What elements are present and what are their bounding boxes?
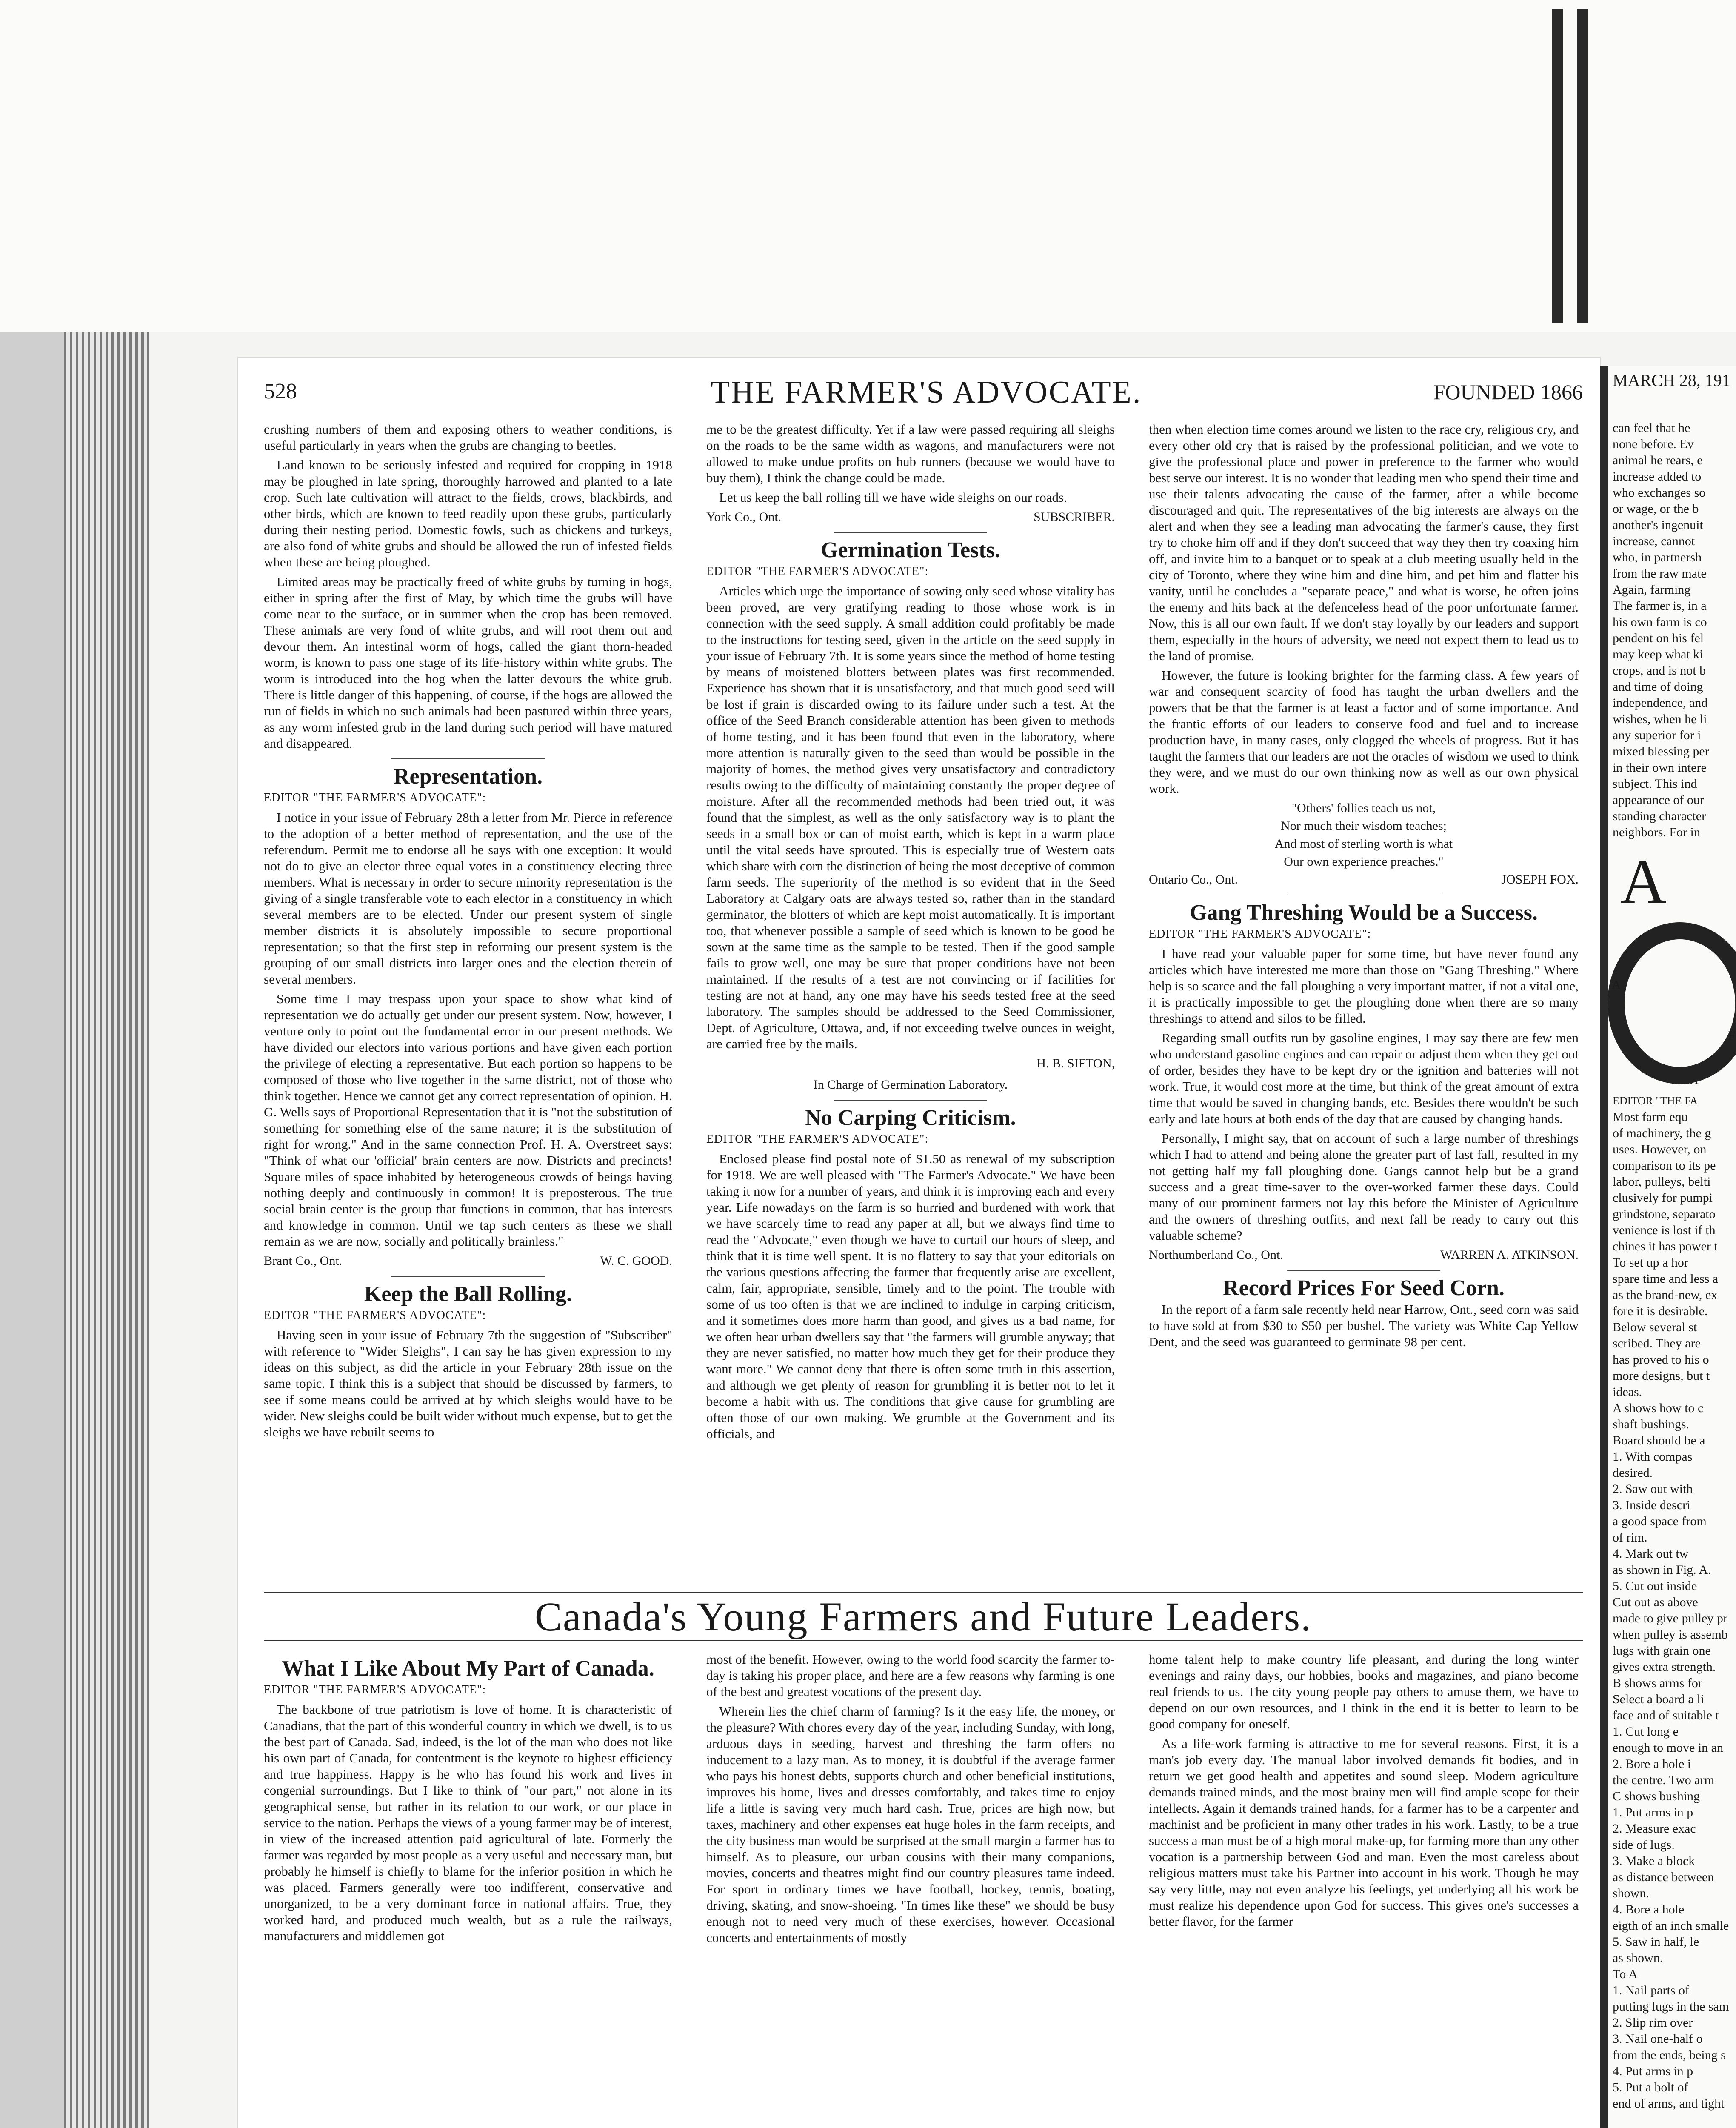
facing-text-line: spare time and less a — [1613, 1272, 1719, 1286]
facing-text-line: 4. Mark out tw — [1613, 1547, 1689, 1561]
masthead: THE FARMER'S ADVOCATE. — [711, 375, 1142, 410]
paragraph: Some time I may trespass upon your space to show what kind of representation we do actually get under our present system. Now, however, I venture only to point out the fundamental error in our present methods. We have divided our electors into various portions and have given each portion the privilege of electing a representative. But each portion so happens to be composed of those who live together in the same district, not of those who think together. Hence we cannot get any correct representation of opinion. H. G. Wells says of Proportional Representation that it is "not the substitution of something for something else of the same nature; it is the substitution of right for wrong." And in the same connection Prof. H. A. Overstreet says: "Think of what our 'official' brain centers are now. Districts and precincts! Square miles of space inhabited by heterogeneous crowds of beings having nothing deeply and continuously in common! It is preposterous. The true social brain center is the group that functions in common, that has interests and knowledge in common. Until we tap such centers as these we shall remain as we are now, socially and politically brainless." — [264, 991, 672, 1249]
ad-letter: A — [1620, 846, 1667, 917]
facing-text-line: who, in partnersh — [1613, 550, 1702, 564]
film-margin-top — [0, 0, 1736, 332]
facing-text-line: of rim. — [1613, 1530, 1647, 1545]
facing-text-line: Select a board a li — [1613, 1692, 1704, 1706]
facing-text-line: labor, pulleys, belti — [1613, 1175, 1711, 1189]
paragraph: Personally, I might say, that on account of such a large number of threshings which I had to attend and being alone the greater part of last fall, resulted in my not getting half my fall ploughing done. Gangs cannot help but be a grand success and a great time-saver to the over-worked farmer these days. Could many of our prominent farmers not lay this before the Minister of Agriculture and the owners of threshing outfits, and next fall be ready to carry out this valuable scheme? — [1149, 1131, 1579, 1243]
facing-text-line: pendent on his fel — [1613, 631, 1704, 645]
facing-text-line: venience is lost if th — [1613, 1223, 1716, 1237]
divider — [1287, 1270, 1440, 1271]
poem-line: Our own experience preaches." — [1284, 855, 1444, 869]
facing-text-line: Again, farming — [1613, 583, 1691, 597]
founded-line: FOUNDED 1866 — [1433, 380, 1583, 404]
facing-text-line: made to give pulley pr — [1613, 1611, 1727, 1625]
facing-text-line: 5. Put a bolt of — [1613, 2080, 1688, 2094]
facing-text-line: side of lugs. — [1613, 1838, 1675, 1852]
article-title-germination-tests: Germination Tests. — [821, 538, 1000, 562]
facing-text-line: or wage, or the b — [1613, 502, 1699, 516]
signature-place: Northumberland Co., Ont. — [1149, 1248, 1283, 1262]
facing-text-line: gives extra strength. — [1613, 1660, 1716, 1674]
facing-text-line: wishes, when he li — [1613, 712, 1707, 726]
facing-text-line: B shows arms for — [1613, 1676, 1702, 1690]
editor-line: EDITOR "THE FARMER'S ADVOCATE": — [706, 565, 929, 578]
facing-text-line: standing character — [1613, 809, 1706, 823]
book-edge-left — [0, 332, 64, 2128]
facing-text-line: 1. Cut long e — [1613, 1725, 1679, 1739]
paragraph: crushing numbers of them and exposing others to weather conditions, is useful particularly in years when the grubs are changing to beetles. — [264, 422, 672, 453]
facing-text-line: grindstone, separato — [1613, 1207, 1716, 1221]
facing-page-text — [1608, 420, 1736, 841]
facing-text-line: has proved to his o — [1613, 1353, 1709, 1367]
facing-text-line: 1. Put arms in p — [1613, 1805, 1693, 1819]
facing-article-title: Hor — [1671, 1067, 1701, 1088]
facing-text-line: 1. With compas — [1613, 1450, 1693, 1464]
paragraph: Let us keep the ball rolling till we have wide sleighs on our roads. — [719, 490, 1067, 505]
facing-text-line: shaft bushings. — [1613, 1417, 1689, 1431]
poem-line: Nor much their wisdom teaches; — [1281, 819, 1447, 833]
facing-text-line: lugs with grain one — [1613, 1644, 1711, 1658]
facing-text-line: desired. — [1613, 1466, 1653, 1480]
facing-text-line: eigth of an inch smalle — [1613, 1919, 1729, 1933]
facing-text-line: increase added to — [1613, 469, 1702, 483]
facing-text-line: fore it is desirable. — [1613, 1304, 1708, 1318]
facing-text-line: as shown. — [1613, 1951, 1663, 1965]
paragraph: then when election time comes around we listen to the race cry, religious cry, and every other old cry that is raised by the professional politician, and we vote to give the professional place and power in preference to the farmer who would best serve our interest. It is no wonder that leading men who spend their time and use their talents advocating the cause of the farmer, after a while become discouraged and quit. The representatives of the big interests are always on the alert and when they see a leading man advocating the farmer's cause, they first try to choke him off and if they don't succeed that way they then try coaxing him off, and invite him to a banquet or to speak at a club meeting usually held in the city of Toronto, where they wine him and dine him, and pet him and flatter his vanity, until he concludes a "separate peace," and what is worse, he often joins the enemy and hits back at the defenceless head of the poor unfortunate farmer. Now, this is all our own fault. If we don't stay loyally by our leaders and support them, especially in the hours of adversity, we need not expect them to lead us to the land of promise. — [1149, 422, 1579, 663]
signature-name: WARREN A. ATKINSON. — [1440, 1248, 1579, 1262]
facing-text-line: any superior for i — [1613, 728, 1701, 742]
column-2 — [706, 421, 1115, 1587]
facing-editor-line: EDITOR "THE FA — [1613, 1095, 1698, 1107]
facing-text-line: 2. Saw out with — [1613, 1482, 1693, 1496]
facing-text-line: from the raw mate — [1613, 566, 1707, 581]
signature-place: York Co., Ont. — [706, 510, 782, 524]
signature-role: In Charge of Germination Laboratory. — [813, 1078, 1008, 1092]
paragraph: Limited areas may be practically freed of white grubs by turning in hogs, either in spring after the first of May, by which time the grubs will have come near to the surface, or in summer when the crop has been removed. These animals are very fond of white grubs, and will root them out and devour them. An intestinal worm of hogs, called the giant thorn-headed worm, is known to pass one stage of its life-history within white grubs. The worm is introduced into the hog when the latter devours the white grub. There is little danger of this happening, of course, if the hogs are allowed the run of fields in which no such animals had been pastured within three years, as any worm infested grub in the land during such period will have matured and disappeared. — [264, 574, 672, 751]
signature — [1149, 1247, 1579, 1263]
facing-text-line: Most farm equ — [1613, 1110, 1688, 1124]
article-title-no-carping-criticism: No Carping Criticism. — [805, 1106, 1016, 1130]
page-number: 528 — [264, 379, 297, 403]
facing-text-line: in their own intere — [1613, 761, 1707, 775]
facing-text-line: his own farm is co — [1613, 615, 1707, 629]
facing-text-line: animal he rears, e — [1613, 453, 1703, 467]
facing-text-line: 1. Nail parts of — [1613, 1983, 1689, 1997]
paragraph: In the report of a farm sale recently held near Harrow, Ont., seed corn was said to have sold at from $30 to $50 per bushel. The variety was White Cap Yellow Dent, and the seed was guaranteed to germinate 98 per cent. — [1149, 1302, 1579, 1349]
facing-text-line: can feel that he — [1613, 421, 1690, 435]
poem-line: And most of sterling worth is what — [1274, 837, 1453, 851]
divider — [391, 1276, 545, 1277]
facing-text-line: C shows bushing — [1613, 1789, 1700, 1803]
facing-text-line: a good space from — [1613, 1514, 1707, 1528]
facing-text-line: shown. — [1613, 1886, 1649, 1900]
facing-text-line: face and of suitable t — [1613, 1708, 1719, 1722]
paragraph: home talent help to make country life pleasant, and during the long winter evenings and rainy days, our hobbies, books and magazines, and piano become real friends to us. The city young people pay others to amuse them, we have to depend on our own resources, and I think in the end it is better to learn to be good company for oneself. — [1149, 1652, 1579, 1731]
facing-text-line: of machinery, the g — [1613, 1126, 1711, 1140]
signature-name: SUBSCRIBER. — [1034, 510, 1115, 524]
facing-text-line: 2. Slip rim over — [1613, 2016, 1693, 2030]
facing-text-line: 5. Cut out inside — [1613, 1579, 1697, 1593]
lower-column-2 — [706, 1651, 1115, 2128]
paragraph: Wherein lies the chief charm of farming? Is it the easy life, the money, or the pleasure? With chores every day of the year, including Sunday, with long, arduous days in seeding, harvest and threshing the farm offers no inducement to a lazy man. As to money, it is doubtful if the average farmer who pays his honest debts, supports church and other beneficial institutions, improves his home, lives and dresses comfortably, and takes time to enjoy life a little is saving very much hard cash. True, prices are high now, but taxes, machinery and other expenses eat huge holes in the farm receipts, and the city business man would be surprised at the small margin a farmer has to himself. As to pleasure, our urban cousins with their many companions, movies, concerts and theatres might find our country pleasures tame indeed. For sport in ordinary times we have football, hockey, tennis, boating, driving, skating, and snow-shoeing. "In times like these" we should be busy enough not to need very much of these exercises, however. Occasional concerts and entertainments of mostly — [706, 1704, 1115, 1945]
facing-text-line: Cut out as above — [1613, 1595, 1698, 1609]
poem-line: "Others' follies teach us not, — [1291, 801, 1436, 815]
facing-text-line: end of arms, and tight — [1613, 2097, 1725, 2111]
facing-text-line: comparison to its pe — [1613, 1158, 1716, 1173]
facing-text-line: chines it has power t — [1613, 1239, 1718, 1253]
article-title-record-prices-seed-corn: Record Prices For Seed Corn. — [1223, 1276, 1505, 1300]
facing-text-line: scribed. They are — [1613, 1336, 1701, 1350]
facing-text-line: increase, cannot — [1613, 534, 1695, 548]
facing-text-line: 2. Measure exac — [1613, 1822, 1696, 1836]
facing-text-line: none before. Ev — [1613, 437, 1694, 451]
paragraph: However, the future is looking brighter for the farming class. A few years of war and consequent scarcity of food has taught the urban dwellers and the powers that be that the farmer is at least a factor and of some importance. And the frantic efforts of our leaders to conserve food and fuel and to increase production have, in many cases, only clogged the wheels of progress. But it has taught the farmers that our leaders are not the oracles of wisdom we used to think they were, and we must do our own thinking now as well as our own physical work. — [1149, 668, 1579, 796]
facing-text-line: from the ends, being s — [1613, 2048, 1726, 2062]
section-banner: Canada's Young Farmers and Future Leaders. — [264, 1592, 1583, 1641]
paragraph: Enclosed please find postal note of $1.50 as renewal of my subscription for 1918. We are well pleased with "The Farmer's Advocate." We have been taking it now for a number of years, and think it is improving each and every year. Life nowadays on the farm is so hurried and burdened with work that we have scarcely time to read any paper at all, but we always find time to read the "Advocate," even though we have to curtail our hours of sleep, and think that it is time well spent. It is no flattery to say that your editorials on the various questions affecting the farmer that frequently arise are excellent, calm, fair, appropriate, sensible, timely and to the point. The trouble with some of us too often is that we are inclined to indulge in carping criticism, and it sometimes does more harm than good, and gives us a bad name, for we often hear urban dwellers say that "the farmers will grumble anyway; that they are never satisfied, no matter how much they get for their produce they want more." We cannot deny that there is often some truth in this assertion, and although we get plenty of reason for grumbling it is better not to let it become a habit with us. The conditions that give cause for grumbling are often those of our own making. We grumble at the Government and its officials, and — [706, 1151, 1115, 1441]
facing-text-line: independence, and — [1613, 696, 1708, 710]
paragraph: I notice in your issue of February 28th a letter from Mr. Pierce in reference to the adoption of a better method of representation, and the use of the referendum. Permit me to endorse all he says with one exception: It would not do to give an elector three equal votes in a constituency electing three members. What is necessary in order to secure minority representation is the giving of a single transferable vote to each elector in a constituency in which several members are to be elected. Under our present system of single member districts it is absolutely impossible to secure proportional representation; so that the first step in reforming our present system is the grouping of our small districts into larger ones and the election therein of several members. — [264, 810, 672, 987]
signature-name: JOSEPH FOX. — [1501, 872, 1579, 887]
article-title-gang-threshing: Gang Threshing Would be a Success. — [1190, 901, 1538, 925]
article-title-keep-ball-rolling: Keep the Ball Rolling. — [364, 1282, 572, 1306]
lower-column-3 — [1149, 1651, 1579, 2128]
facing-text-line: as shown in Fig. A. — [1613, 1563, 1711, 1577]
article-title-representation: Representation. — [393, 764, 542, 789]
signature-name: W. C. GOOD. — [600, 1254, 672, 1268]
facing-text-line: may keep what ki — [1613, 647, 1703, 661]
paragraph: most of the benefit. However, owing to the world food scarcity the farmer to-day is taking his proper place, and here are a few reasons why farming is one of the best and greatest vocations of the present day. — [706, 1652, 1115, 1699]
film-bar-2 — [1577, 9, 1588, 323]
editor-line: EDITOR "THE FARMER'S ADVOCATE": — [264, 1683, 486, 1696]
editor-line: EDITOR "THE FARMER'S ADVOCATE": — [706, 1133, 929, 1146]
divider — [834, 532, 987, 533]
ad-graphic — [1612, 922, 1736, 1063]
facing-text-line: as the brand-new, ex — [1613, 1288, 1718, 1302]
column-3 — [1149, 421, 1579, 1587]
facing-text-line: putting lugs in the sam — [1613, 1999, 1729, 2014]
page-header — [264, 375, 1583, 413]
facing-text-line: Board should be a — [1613, 1433, 1705, 1447]
signature — [706, 509, 1115, 525]
facing-text-line: To set up a hor — [1613, 1256, 1688, 1270]
ad-letter-f: F — [1728, 1029, 1735, 1043]
facing-text-line: A shows how to c — [1613, 1401, 1704, 1415]
facing-text-line: 4. Put arms in p — [1613, 2064, 1693, 2078]
paragraph: Having seen in your issue of February 7th the suggestion of "Subscriber" with reference to "Wider Sleighs", I can say he has given expression to my ideas on this subject, as did the article in your February 28th issue on the same topic. I think this is a subject that should be discussed by farmers, to see if some means could be arrived at by which sleighs would have to be wider. New sleighs could be built wider without much expense, but to get the sleighs we have rebuilt seems to — [264, 1327, 672, 1439]
editor-line: EDITOR "THE FARMER'S ADVOCATE": — [264, 1309, 486, 1322]
column-1 — [264, 421, 672, 1587]
facing-text-line: crops, and is not b — [1613, 664, 1706, 678]
page-stack-edge — [64, 332, 149, 2128]
facing-text-line: 5. Saw in half, le — [1613, 1935, 1699, 1949]
facing-text-line: neighbors. For in — [1613, 825, 1700, 839]
facing-text-line: and time of doing — [1613, 680, 1703, 694]
facing-text-line: ideas. — [1613, 1385, 1642, 1399]
editor-line: EDITOR "THE FARMER'S ADVOCATE": — [264, 791, 486, 804]
divider — [391, 758, 545, 759]
film-bar-1 — [1552, 9, 1563, 323]
facing-text-line: the centre. Two arm — [1613, 1773, 1714, 1787]
facing-text-line: 3. Nail one-half o — [1613, 2032, 1703, 2046]
article-title-what-i-like: What I Like About My Part of Canada. — [282, 1656, 654, 1681]
facing-page-fragment — [1600, 366, 1736, 2128]
facing-text-line: 4. Bore a hole — [1613, 1902, 1685, 1916]
facing-text-line: uses. However, on — [1613, 1142, 1707, 1156]
facing-text-line: as distance between — [1613, 1870, 1714, 1884]
facing-text-line: who exchanges so — [1613, 486, 1706, 500]
facing-text-line: clusively for pumpi — [1613, 1191, 1713, 1205]
signature-place: Brant Co., Ont. — [264, 1254, 343, 1268]
paragraph: The backbone of true patriotism is love of home. It is characteristic of Canadians, that the part of this wonderful country in which we dwell, is to us the best part of Canada. Sad, indeed, is the lot of the man who does not like his own part of Canada, for contentment is the keynote to highest efficiency and true happiness. Happy is he who has found his work and lives in congenial surroundings. But I like to think of "our part," not alone in its geographical sense, but rather in its relation to our work, or our place in service to the nation. Perhaps the views of a young farmer may be of interest, in view of the increased attention paid agricultural of late. Formerly the farmer was regarded by most people as a very useful and necessary man, but probably he himself is chiefly to blame for the inferior position in which he was placed. Farmers generally were too indifferent, conservative and unorganized, to be a very dominant force in national affairs. True, they worked hard, and produced much wealth, but as a rule the railways, manufacturers and middlemen got — [264, 1702, 672, 1943]
facing-article-text — [1608, 1109, 1736, 2112]
signature-name: H. B. SIFTON, — [1036, 1056, 1115, 1070]
paragraph: As a life-work farming is attractive to me for several reasons. First, it is a man's job every day. The manual labor involved demands fit bodies, and in return we get good health and appetites and sound sleep. Modern agriculture demands trained minds, and the most brainy men will find ample scope for their intellects. Again it demands trained hands, for a farmer has to be a carpenter and machinist and be proficient in many other trades in his work. Lastly, to be a true success a man must be of a high moral make-up, for farming more than any other vocation is a partnership between God and man. Even the most careless about religious matters must take his Partner into account in his work. Though he may say very little, may not even analyze his feelings, yet underlying all his work be must realize his dependence upon God for success. This gives one's successes a better flavor, for the farmer — [1149, 1736, 1579, 1929]
ad-circle-shape — [1608, 922, 1736, 1084]
facing-text-line: appearance of our — [1613, 793, 1704, 807]
editor-line: EDITOR "THE FARMER'S ADVOCATE": — [1149, 927, 1371, 941]
facing-text-line: 2. Bore a hole i — [1613, 1757, 1691, 1771]
facing-text-line: another's ingenuit — [1613, 518, 1703, 532]
paragraph: Regarding small outfits run by gasoline engines, I may say there are few men who understand gasoline engines and can repair or adjust them when they get out of order, besides they have to be kept dry or the ignition and batteries will not work. True, it would cost more at the time, but think of the great amount of extra time that would be saved in changing bands, etc. Besides there wouldn't be such early and late hours at both ends of the day that are caused by changing hands. — [1149, 1030, 1579, 1126]
facing-text-line: more designs, but t — [1613, 1369, 1710, 1383]
facing-text-line: mixed blessing per — [1613, 744, 1709, 758]
facing-text-line: The farmer is, in a — [1613, 599, 1707, 613]
facing-text-line: enough to move in an — [1613, 1741, 1723, 1755]
divider — [834, 1100, 987, 1101]
paragraph: Articles which urge the importance of sowing only seed whose vitality has been proved, are very gratifying reading to those whose work is in connection with the seed supply. A small addition could profitably be made to the instructions for testing seed, given in the article on the seed supply in your issue of February 7th. It is some years since the method of home testing by means of moistened blotters between plates was first recommended. Experience has shown that it is unsatisfactory, and that much good seed will be lost if grain is discarded owing to its failure under such a test. At the office of the Seed Branch considerable attention has been given to methods of home testing, and it has been found that even in the laboratory, where more attention is naturally given to the seed than would be possible in the majority of homes, the method gives very unsatisfactory and contradictory results owing to the difficulty of maintaining constantly the proper degree of moisture. After all the recommended methods had been tried out, it was found that the simplest, as well as the only satisfactory way is to plant the seeds in a small box or can of moist earth, which is kept in a warm place until the vital seeds have sprouted. This is especially true of Western oats which share with corn the distinction of being the most deceptive of common farm seeds. The superiority of the method is so evident that in the Seed Laboratory at Calgary oats are always tested so, rather than in the standard germinator, the blotters of which are kept moist automatically. It is important too, that whenever possible a sample of seed which is known to be good be sown at the same time as the sample to be tested. Then if the good sample fails to grow well, one may be sure that proper conditions have not been maintained. If the results of a test are not convincing or if facilities for testing are not at hand, any one may have his seeds tested free at the seed laboratory. The samples should be addressed to the Seed Commissioner, Dept. of Agriculture, Ottawa, and, if not exceeding twelve ounces in weight, are carried free by the mails. — [706, 583, 1115, 1051]
ad-small-letter: A — [1612, 978, 1621, 992]
facing-page-date: MARCH 28, 191 — [1613, 371, 1730, 390]
facing-text-line: when pulley is assemb — [1613, 1627, 1728, 1642]
facing-text-line: subject. This ind — [1613, 777, 1697, 791]
paragraph: me to be the greatest difficulty. Yet if a law were passed requiring all sleighs on the roads to be the same width as wagons, and manufacturers were not allowed to make undue profits on hub runners (because we would have to buy them), I think the change could be made. — [706, 422, 1115, 485]
facing-text-line: 3. Make a block — [1613, 1854, 1695, 1868]
facing-text-line: Below several st — [1613, 1320, 1697, 1334]
signature-place: Ontario Co., Ont. — [1149, 872, 1238, 887]
facing-text-line: 3. Inside descri — [1613, 1498, 1690, 1512]
facing-text-line: To A — [1613, 1967, 1638, 1981]
newspaper-page — [238, 358, 1600, 2128]
signature — [1149, 872, 1579, 888]
paragraph: I have read your valuable paper for some time, but have never found any articles which have interested me more than those on "Gang Threshing." Where help is so scarce and the fall ploughing a very important matter, if not a vital one, it is practically impossible to get the ploughing done when there are so many threshings to attend and silos to be filled. — [1149, 946, 1579, 1026]
lower-column-1 — [264, 1651, 672, 2128]
paragraph: Land known to be seriously infested and required for cropping in 1918 may be ploughed in late spring, thoroughly harrowed and planted to a late crop. Such late cultivation will attract to the fields, crows, blackbirds, and other birds, which are known to feed readily upon these grubs, particularly during their nesting period. Domestic fowls, such as chickens and turkeys, are also fond of white grubs and should be allowed the run of infested fields when these are being ploughed. — [264, 458, 672, 569]
signature — [264, 1253, 672, 1269]
